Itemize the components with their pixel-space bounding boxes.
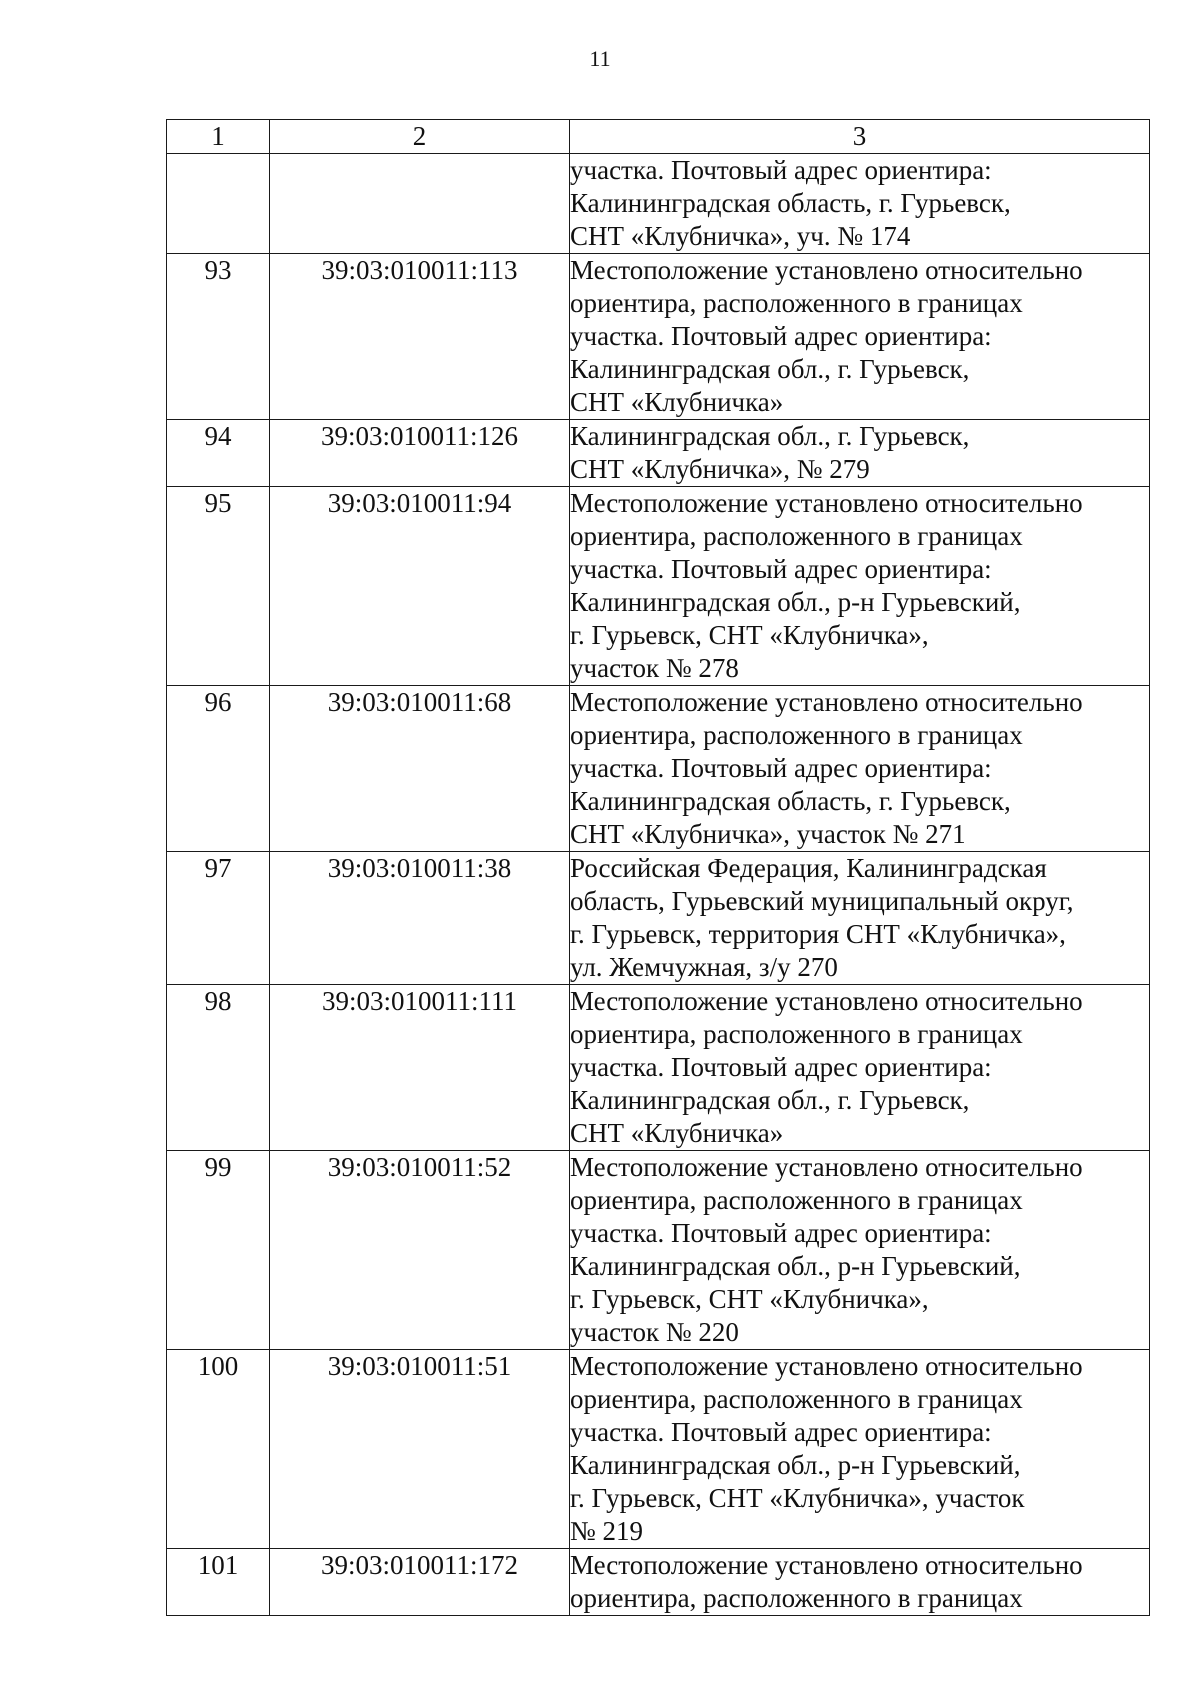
table-row bbox=[167, 686, 1150, 852]
description-line: г. Гурьевск, территория СНТ «Клубничка», bbox=[570, 919, 1066, 949]
description-line: Российская Федерация, Калининградская bbox=[570, 853, 1047, 883]
location-description bbox=[570, 686, 1150, 852]
cadastral-number: 39:03:010011:111 bbox=[270, 985, 570, 1151]
description-line: ориентира, расположенного в границах bbox=[570, 288, 1023, 318]
table-row bbox=[167, 1549, 1150, 1616]
description-line: участка. Почтовый адрес ориентира: bbox=[570, 554, 992, 584]
table-row bbox=[167, 852, 1150, 985]
location-description bbox=[570, 852, 1150, 985]
description-line: Местоположение установлено относительно bbox=[570, 255, 1083, 285]
column-header-3: 3 bbox=[570, 120, 1150, 154]
description-line: участка. Почтовый адрес ориентира: bbox=[570, 1218, 992, 1248]
description-line: СНТ «Клубничка» bbox=[570, 387, 784, 417]
table-header-row bbox=[167, 120, 1150, 154]
land-plots-table bbox=[166, 119, 1150, 1616]
description-line: № 219 bbox=[570, 1516, 644, 1546]
table-row bbox=[167, 985, 1150, 1151]
row-number: 100 bbox=[167, 1350, 270, 1549]
location-description bbox=[570, 1549, 1150, 1616]
description-line: ориентира, расположенного в границах bbox=[570, 1019, 1023, 1049]
description-line: Калининградская обл., р-н Гурьевский, bbox=[570, 1450, 1021, 1480]
location-description bbox=[570, 254, 1150, 420]
description-line: участок № 220 bbox=[570, 1317, 739, 1347]
column-header-2: 2 bbox=[270, 120, 570, 154]
description-line: г. Гурьевск, СНТ «Клубничка», bbox=[570, 1284, 929, 1314]
description-line: ул. Жемчужная, з/у 270 bbox=[570, 952, 838, 982]
description-line: Калининградская обл., р-н Гурьевский, bbox=[570, 587, 1021, 617]
description-line: СНТ «Клубничка», № 279 bbox=[570, 454, 870, 484]
table-row bbox=[167, 154, 1150, 254]
location-description bbox=[570, 487, 1150, 686]
location-description bbox=[570, 985, 1150, 1151]
description-line: участка. Почтовый адрес ориентира: bbox=[570, 1052, 992, 1082]
description-line: участок № 278 bbox=[570, 653, 739, 683]
column-header-1: 1 bbox=[167, 120, 270, 154]
cadastral-number: 39:03:010011:172 bbox=[270, 1549, 570, 1616]
description-line: ориентира, расположенного в границах bbox=[570, 1384, 1023, 1414]
description-line: г. Гурьевск, СНТ «Клубничка», участок bbox=[570, 1483, 1025, 1513]
description-line: ориентира, расположенного в границах bbox=[570, 720, 1023, 750]
description-line: участка. Почтовый адрес ориентира: bbox=[570, 1417, 992, 1447]
description-line: область, Гурьевский муниципальный округ, bbox=[570, 886, 1074, 916]
description-line: Калининградская обл., г. Гурьевск, bbox=[570, 1085, 970, 1115]
page-number: 11 bbox=[589, 46, 611, 71]
cadastral-number: 39:03:010011:51 bbox=[270, 1350, 570, 1549]
row-number: 95 bbox=[167, 487, 270, 686]
description-line: Местоположение установлено относительно bbox=[570, 687, 1083, 717]
location-description bbox=[570, 420, 1150, 487]
description-line: СНТ «Клубничка», участок № 271 bbox=[570, 819, 966, 849]
description-line: Калининградская область, г. Гурьевск, bbox=[570, 188, 1011, 218]
description-line: Калининградская обл., г. Гурьевск, bbox=[570, 421, 970, 451]
description-line: Местоположение установлено относительно bbox=[570, 1152, 1083, 1182]
description-line: г. Гурьевск, СНТ «Клубничка», bbox=[570, 620, 929, 650]
table-body bbox=[167, 120, 1150, 1616]
description-line: Местоположение установлено относительно bbox=[570, 986, 1083, 1016]
location-description bbox=[570, 1350, 1150, 1549]
description-line: участка. Почтовый адрес ориентира: bbox=[570, 155, 992, 185]
cadastral-number: 39:03:010011:52 bbox=[270, 1151, 570, 1350]
description-line: Калининградская обл., р-н Гурьевский, bbox=[570, 1251, 1021, 1281]
cadastral-number bbox=[270, 154, 570, 254]
description-line: Калининградская обл., г. Гурьевск, bbox=[570, 354, 970, 384]
description-line: ориентира, расположенного в границах bbox=[570, 1583, 1023, 1613]
row-number: 93 bbox=[167, 254, 270, 420]
location-description bbox=[570, 154, 1150, 254]
description-line: Местоположение установлено относительно bbox=[570, 488, 1083, 518]
description-line: ориентира, расположенного в границах bbox=[570, 521, 1023, 551]
description-line: участка. Почтовый адрес ориентира: bbox=[570, 753, 992, 783]
row-number: 96 bbox=[167, 686, 270, 852]
description-line: Местоположение установлено относительно bbox=[570, 1550, 1083, 1580]
table-row bbox=[167, 420, 1150, 487]
row-number: 97 bbox=[167, 852, 270, 985]
description-line: СНТ «Клубничка», уч. № 174 bbox=[570, 221, 911, 251]
location-description bbox=[570, 1151, 1150, 1350]
row-number: 99 bbox=[167, 1151, 270, 1350]
row-number: 101 bbox=[167, 1549, 270, 1616]
description-line: СНТ «Клубничка» bbox=[570, 1118, 784, 1148]
table-row bbox=[167, 487, 1150, 686]
cadastral-number: 39:03:010011:94 bbox=[270, 487, 570, 686]
row-number: 94 bbox=[167, 420, 270, 487]
description-line: участка. Почтовый адрес ориентира: bbox=[570, 321, 992, 351]
table-row bbox=[167, 1151, 1150, 1350]
table-row bbox=[167, 254, 1150, 420]
description-line: Калининградская область, г. Гурьевск, bbox=[570, 786, 1011, 816]
description-line: Местоположение установлено относительно bbox=[570, 1351, 1083, 1381]
table-row bbox=[167, 1350, 1150, 1549]
row-number: 98 bbox=[167, 985, 270, 1151]
cadastral-number: 39:03:010011:38 bbox=[270, 852, 570, 985]
cadastral-number: 39:03:010011:113 bbox=[270, 254, 570, 420]
cadastral-number: 39:03:010011:126 bbox=[270, 420, 570, 487]
row-number bbox=[167, 154, 270, 254]
cadastral-number: 39:03:010011:68 bbox=[270, 686, 570, 852]
description-line: ориентира, расположенного в границах bbox=[570, 1185, 1023, 1215]
